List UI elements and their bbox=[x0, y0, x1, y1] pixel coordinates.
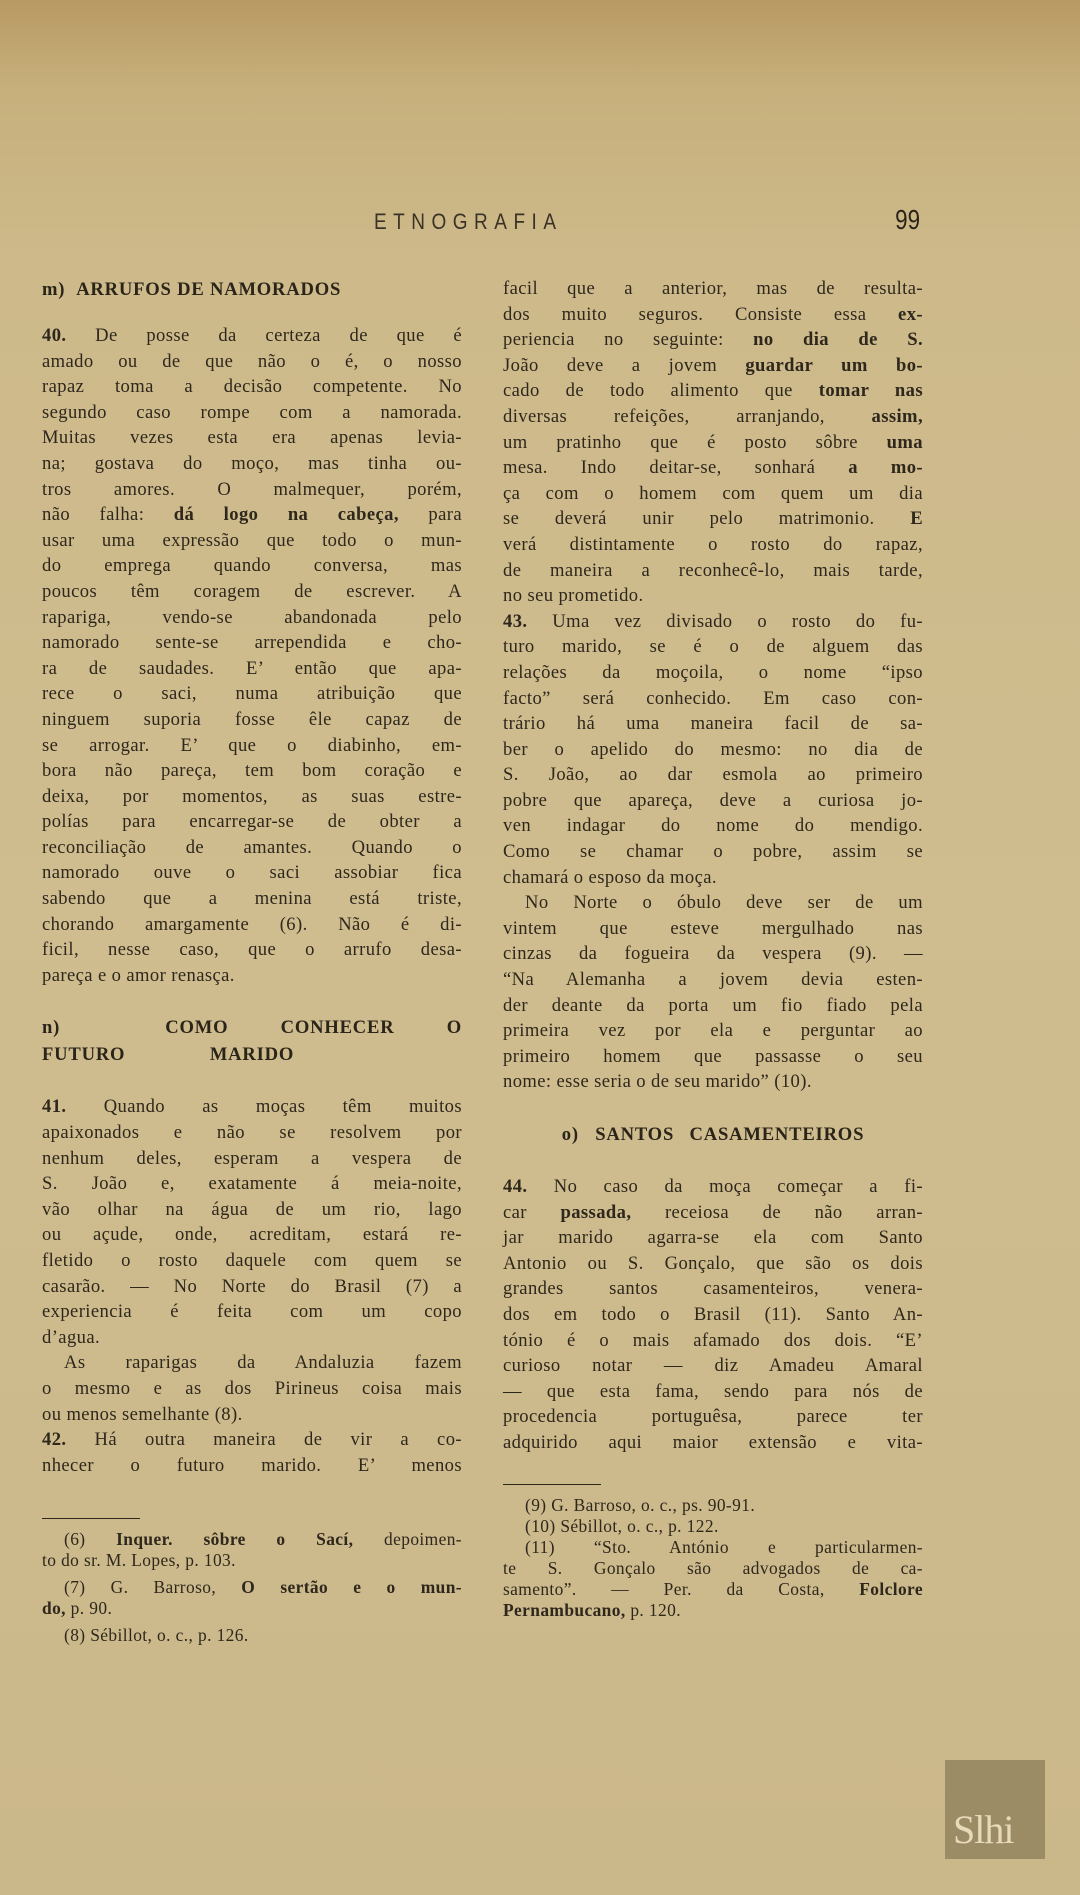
text-line: ninguem suporia fosse êle capaz de bbox=[42, 708, 462, 730]
text-line: 42. Há outra maneira de vir a co- bbox=[42, 1429, 462, 1451]
text-line: deixa, por momentos, as suas estre- bbox=[42, 785, 462, 807]
section-label: o) bbox=[561, 1124, 579, 1145]
section-heading-m bbox=[42, 276, 462, 303]
text-line: pareça e o amor renasça. bbox=[42, 964, 235, 986]
text-line: tónio é o mais afamado dos dois. “E’ bbox=[503, 1329, 923, 1351]
text-line: Pernambucano, p. 120. bbox=[503, 1599, 681, 1620]
text-line: d’agua. bbox=[42, 1326, 101, 1348]
right-column bbox=[503, 276, 923, 1621]
text-line: samento”. — Per. da Costa, Folclore bbox=[503, 1578, 923, 1599]
text-line: de maneira a reconhecê-lo, mais tarde, bbox=[503, 559, 923, 581]
section-label: n) bbox=[42, 1017, 61, 1039]
text-line: turo marido, se é o de alguem das bbox=[503, 636, 923, 658]
text-line: facil que a anterior, mas de resulta- bbox=[503, 278, 923, 299]
text-line: car passada, receiosa de não arran- bbox=[503, 1201, 923, 1223]
text-line: adquirido aqui maior extensão e vita- bbox=[503, 1431, 923, 1453]
text-line: (6) Inquer. sôbre o Sací, depoimen- bbox=[64, 1529, 462, 1550]
section-title: ARRUFOS DE NAMORADOS bbox=[76, 279, 342, 300]
text-line: primeiro homem que passasse o seu bbox=[503, 1045, 923, 1067]
text-line: S. João, ao dar esmola ao primeiro bbox=[503, 764, 923, 786]
text-line: um pratinho que é posto sôbre uma bbox=[503, 431, 923, 453]
running-header bbox=[0, 204, 1080, 238]
text-line: se deverá unir pelo matrimonio. E bbox=[503, 508, 923, 530]
text-line: no seu prometido. bbox=[503, 585, 644, 607]
text-line: (9) G. Barroso, o. c., ps. 90-91. bbox=[525, 1494, 756, 1515]
text-line: vão olhar na água de um rio, lago bbox=[42, 1198, 462, 1220]
text-line: na; gostava do moço, mas tinha ou- bbox=[42, 452, 462, 474]
paragraph-44 bbox=[503, 1174, 923, 1456]
text-line: ber o apelido do mesmo: no dia de bbox=[503, 738, 923, 760]
text-line: usar uma expressão que todo o mun- bbox=[42, 529, 462, 551]
text-line: ra de saudades. E’ então que apa- bbox=[42, 657, 462, 679]
text-line: cinzas da fogueira da vespera (9). — bbox=[503, 943, 923, 965]
text-line: — que esta fama, sendo para nós de bbox=[503, 1380, 923, 1402]
text-line: sabendo que a menina está triste, bbox=[42, 888, 462, 910]
text-line: pobre que apareça, deve a curiosa jo- bbox=[503, 789, 923, 811]
text-line: facto” será conhecido. Em caso con- bbox=[503, 687, 923, 709]
text-line: trário há uma maneira facil de sa- bbox=[503, 713, 923, 735]
text-line: apaixonados e não se resolvem por bbox=[42, 1122, 462, 1144]
text-line: nhecer o futuro marido. E’ menos bbox=[42, 1454, 462, 1476]
text-line: No Norte o óbulo deve ser de um bbox=[525, 892, 923, 914]
text-line: ou menos semelhante (8). bbox=[42, 1403, 243, 1425]
text-line: nome: esse seria o de seu marido” (10). bbox=[503, 1071, 812, 1093]
text-line: do, p. 90. bbox=[42, 1598, 113, 1619]
text-line: 40. De posse da certeza de que é bbox=[42, 325, 462, 346]
footnotes-left bbox=[42, 1529, 462, 1646]
footnotes-right bbox=[503, 1495, 923, 1621]
text-line: rapariga, vendo-se abandonada pelo bbox=[42, 606, 462, 628]
text-line: te S. Gonçalo são advogados de ca- bbox=[503, 1557, 923, 1578]
text-line: to do sr. M. Lopes, p. 103. bbox=[42, 1550, 236, 1571]
text-line: dos em todo o Brasil (11). Santo An- bbox=[503, 1303, 923, 1325]
footnote-rule bbox=[42, 1518, 140, 1519]
text-line: amado ou de que não o é, o nosso bbox=[42, 350, 462, 372]
text-line: João deve a jovem guardar um bo- bbox=[503, 354, 923, 376]
text-line: (11) “Sto. António e particularmen- bbox=[525, 1536, 923, 1557]
text-line: dos muito seguros. Consiste essa ex- bbox=[503, 303, 923, 325]
text-line: namorado sente-se arrependida e cho- bbox=[42, 632, 462, 654]
text-line: segundo caso rompe com a namorada. bbox=[42, 401, 462, 423]
paragraph-42-43-continued bbox=[503, 276, 923, 1095]
text-line: ficil, nesse caso, que o arrufo desa- bbox=[42, 939, 462, 961]
text-line: namorado ouve o saci assobiar fica bbox=[42, 862, 462, 884]
text-line: der deante da porta um fio fiado pela bbox=[503, 994, 923, 1016]
text-line: relações da moçoila, o nome “ipso bbox=[503, 661, 923, 683]
text-line: verá distintamente o rosto do rapaz, bbox=[503, 533, 923, 555]
text-line: As raparigas da Andaluzia fazem bbox=[64, 1352, 462, 1374]
text-line: jar marido agarra-se ela com Santo bbox=[503, 1227, 923, 1249]
footnote-rule bbox=[503, 1484, 601, 1485]
text-line: polías para encarregar-se de obter a bbox=[42, 811, 462, 833]
text-line: grandes santos casamenteiros, venera- bbox=[503, 1278, 923, 1300]
text-line: ça com o homem com quem um dia bbox=[503, 482, 923, 504]
text-line: 41. Quando as moças têm muitos bbox=[42, 1096, 462, 1118]
text-line: não falha: dá logo na cabeça, para bbox=[42, 504, 462, 526]
section-title-line1: COMO CONHECER O FUTURO bbox=[42, 1017, 463, 1066]
paragraph-40 bbox=[42, 323, 462, 988]
text-line: fletido o rosto daquele com quem se bbox=[42, 1250, 462, 1271]
text-line: Como se chamar o pobre, assim se bbox=[503, 841, 923, 863]
left-column bbox=[42, 276, 462, 1646]
running-title: ETNOGRAFIA bbox=[374, 210, 563, 235]
text-line: diversas refeições, arranjando, assim, bbox=[503, 405, 923, 427]
text-line: ou açude, onde, acreditam, estará re- bbox=[42, 1224, 462, 1246]
section-label: m) bbox=[42, 279, 66, 300]
text-line: Muitas vezes esta era apenas levia- bbox=[42, 427, 462, 449]
text-line: vintem que esteve mergulhado nas bbox=[503, 917, 923, 939]
library-logo bbox=[945, 1760, 1045, 1859]
text-line: rapaz toma a decisão competente. No bbox=[42, 376, 462, 398]
text-line: tros amores. O malmequer, porém, bbox=[42, 478, 462, 500]
text-line: (7) G. Barroso, O sertão e o mun- bbox=[64, 1577, 462, 1598]
text-line: o mesmo e as dos Pirineus coisa mais bbox=[42, 1377, 462, 1399]
text-line: (8) Sébillot, o. c., p. 126. bbox=[64, 1625, 249, 1646]
section-title: SANTOS CASAMENTEIROS bbox=[595, 1124, 865, 1145]
section-title-line2: MARIDO bbox=[209, 1044, 295, 1066]
text-line: reconciliação de amantes. Quando o bbox=[42, 836, 462, 858]
text-line: (10) Sébillot, o. c., p. 122. bbox=[525, 1515, 719, 1536]
text-line: chorando amargamente (6). Não é di- bbox=[42, 913, 462, 935]
text-line: periencia no seguinte: no dia de S. bbox=[503, 329, 923, 351]
text-line: bora não pareça, tem bom coração e bbox=[42, 760, 462, 782]
text-line: mesa. Indo deitar-se, sonhará a mo- bbox=[503, 457, 923, 479]
text-line: nenhum deles, esperam a vespera de bbox=[42, 1147, 462, 1169]
text-line: casarão. — No Norte do Brasil (7) a bbox=[42, 1275, 462, 1297]
text-line: experiencia é feita com um copo bbox=[42, 1301, 462, 1323]
paragraph-41-42 bbox=[42, 1094, 462, 1478]
text-line: se arrogar. E’ que o diabinho, em- bbox=[42, 734, 462, 756]
page-number: 99 bbox=[895, 204, 921, 235]
text-line: procedencia portuguêsa, parece ter bbox=[503, 1406, 923, 1428]
text-line: S. João e, exatamente á meia-noite, bbox=[42, 1173, 462, 1195]
text-line: 43. Uma vez divisado o rosto do fu- bbox=[503, 610, 923, 632]
text-line: chamará o esposo da moça. bbox=[503, 866, 717, 888]
text-line: cado de todo alimento que tomar nas bbox=[503, 380, 923, 402]
text-line: primeira vez por ela e perguntar ao bbox=[503, 1020, 923, 1042]
text-line: curioso notar — diz Amadeu Amaral bbox=[503, 1355, 923, 1377]
text-line: rece o saci, numa atribuição que bbox=[42, 683, 462, 705]
section-heading-o bbox=[503, 1121, 923, 1148]
text-line: “Na Alemanha a jovem devia esten- bbox=[503, 969, 923, 991]
text-line: Antonio ou S. Gonçalo, que são os dois bbox=[503, 1252, 923, 1274]
text-line: do emprega quando conversa, mas bbox=[42, 555, 462, 577]
text-line: 44. No caso da moça começar a fi- bbox=[503, 1176, 923, 1197]
text-line: ven indagar do nome do mendigo. bbox=[503, 815, 923, 837]
logo-text: Slhi bbox=[953, 1807, 1014, 1852]
text-line: poucos têm coragem de escrever. A bbox=[42, 580, 462, 602]
